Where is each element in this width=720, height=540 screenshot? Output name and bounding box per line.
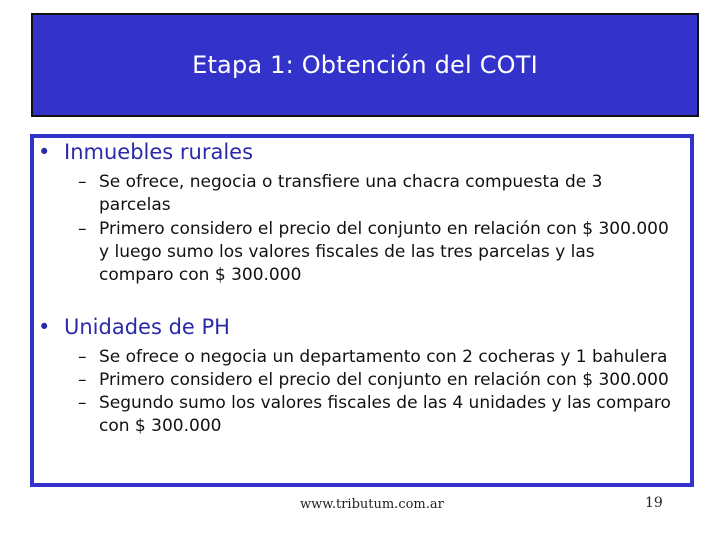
footer-url: www.tributum.com.ar xyxy=(300,497,444,512)
title-banner xyxy=(31,13,699,117)
section-heading-ph xyxy=(38,315,230,339)
section-heading-text: Unidades de PH xyxy=(64,315,230,339)
page-number: 19 xyxy=(645,495,663,511)
dash-icon: – xyxy=(78,219,87,239)
slide-title: Etapa 1: Obtención del COTI xyxy=(192,51,538,79)
item-line: con $ 300.000 xyxy=(99,416,222,436)
item-line: comparo con $ 300.000 xyxy=(99,265,302,285)
item-line: Primero considero el precio del conjunto en relación con $ 300.000 xyxy=(99,219,669,239)
item-line: parcelas xyxy=(99,195,171,215)
item-line: Se ofrece o negocia un departamento con 2 cocheras y 1 bahulera xyxy=(99,347,668,367)
bullet-icon: • xyxy=(38,140,51,164)
bullet-icon: • xyxy=(38,315,51,339)
content-panel xyxy=(30,134,694,487)
section-heading-text: Inmuebles rurales xyxy=(64,140,254,164)
item-line: Primero considero el precio del conjunto en relación con $ 300.000 xyxy=(99,370,669,390)
item-line: y luego sumo los valores fiscales de las tres parcelas y las xyxy=(99,242,595,262)
dash-icon: – xyxy=(78,347,87,367)
dash-icon: – xyxy=(78,370,87,390)
dash-icon: – xyxy=(78,172,87,192)
item-line: Segundo sumo los valores fiscales de las 4 unidades y las comparo xyxy=(99,393,671,413)
item-line: Se ofrece, negocia o transfiere una chacra compuesta de 3 xyxy=(99,172,603,192)
dash-icon: – xyxy=(78,393,87,413)
section-heading-inmuebles xyxy=(38,140,253,164)
